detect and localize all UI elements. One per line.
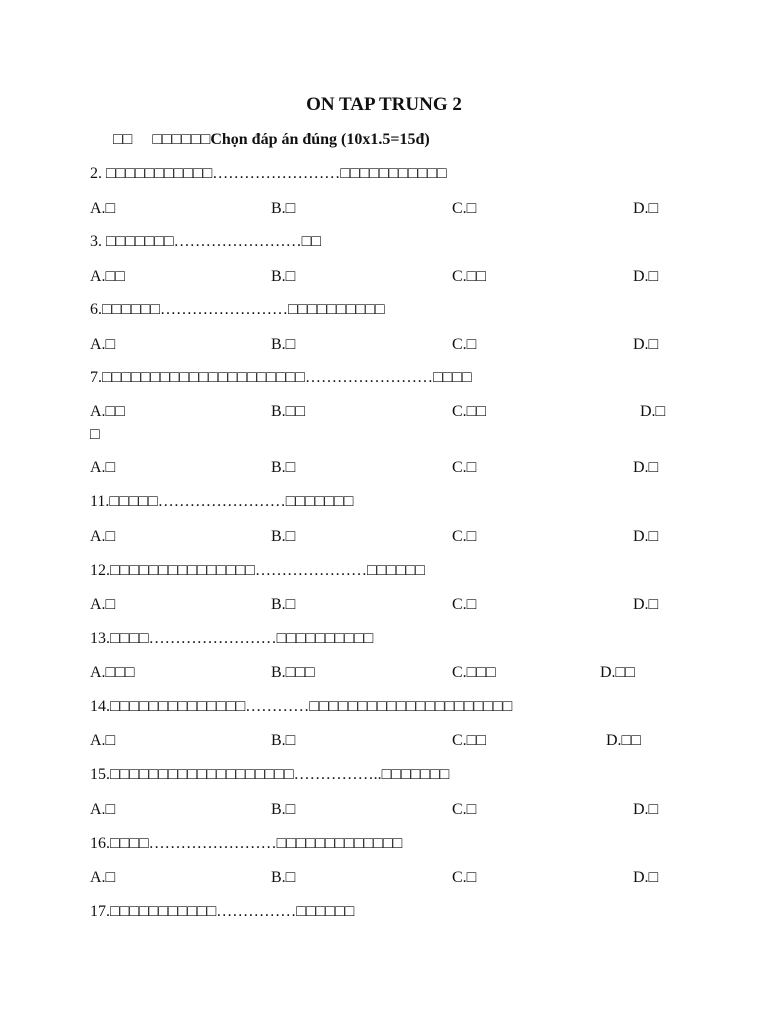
- option-b: B.□: [271, 869, 296, 886]
- question-3: 3. □□□□□□□……………………□□: [90, 233, 321, 250]
- option-a: A.□: [90, 801, 116, 818]
- section-label: □□: [113, 131, 133, 148]
- option-c: C.□: [452, 528, 477, 545]
- option-d: D.□: [633, 596, 659, 613]
- option-c: C.□: [452, 459, 477, 476]
- option-d: D.□□: [600, 664, 635, 681]
- option-b: B.□: [271, 732, 296, 749]
- question-6: 6.□□□□□□……………………□□□□□□□□□□: [90, 301, 385, 318]
- section-heading: [113, 131, 430, 149]
- option-b: B.□: [271, 200, 296, 217]
- option-a: A.□: [90, 596, 116, 613]
- option-c: C.□: [452, 336, 477, 353]
- section-instruction: Chọn đáp án đúng (10x1.5=15đ): [210, 131, 430, 148]
- option-d-wrap: □: [90, 426, 100, 443]
- option-d: D.□: [633, 268, 659, 285]
- option-d: D.□: [633, 200, 659, 217]
- option-b: B.□: [271, 801, 296, 818]
- section-prompt: □□□□□□: [152, 131, 211, 148]
- option-a: A.□□□: [90, 664, 135, 681]
- option-a: A.□□: [90, 403, 125, 420]
- option-d: D.□: [633, 336, 659, 353]
- option-d: D.□: [633, 801, 659, 818]
- option-c: C.□: [452, 801, 477, 818]
- question-15: 15.□□□□□□□□□□□□□□□□□□□……………..□□□□□□□: [90, 766, 450, 783]
- question-11: 11.□□□□□……………………□□□□□□□: [90, 493, 354, 510]
- question-16: 16.□□□□……………………□□□□□□□□□□□□□: [90, 835, 403, 852]
- option-a: A.□: [90, 459, 116, 476]
- page-title: ON TAP TRUNG 2: [306, 94, 462, 115]
- option-a: A.□: [90, 336, 116, 353]
- question-17: 17.□□□□□□□□□□□……………□□□□□□: [90, 903, 355, 920]
- option-c: C.□□□: [452, 664, 496, 681]
- question-13: 13.□□□□……………………□□□□□□□□□□: [90, 630, 374, 647]
- option-b: B.□□□: [271, 664, 315, 681]
- option-c: C.□: [452, 869, 477, 886]
- option-a: A.□: [90, 200, 116, 217]
- option-c: C.□□: [452, 268, 486, 285]
- option-b: B.□□: [271, 403, 305, 420]
- option-b: B.□: [271, 459, 296, 476]
- option-b: B.□: [271, 596, 296, 613]
- option-d: D.□: [640, 403, 666, 420]
- option-c: C.□□: [452, 403, 486, 420]
- option-a: A.□: [90, 732, 116, 749]
- option-a: A.□□: [90, 268, 125, 285]
- option-d: D.□: [633, 528, 659, 545]
- question-2: 2. □□□□□□□□□□□……………………□□□□□□□□□□□: [90, 165, 447, 182]
- option-c: C.□□: [452, 732, 486, 749]
- option-d: D.□□: [606, 732, 641, 749]
- option-a: A.□: [90, 869, 116, 886]
- question-14: 14.□□□□□□□□□□□□□□…………□□□□□□□□□□□□□□□□□□□□□: [90, 698, 513, 715]
- option-a: A.□: [90, 528, 116, 545]
- option-b: B.□: [271, 336, 296, 353]
- option-b: B.□: [271, 268, 296, 285]
- option-d: D.□: [633, 869, 659, 886]
- option-d: D.□: [633, 459, 659, 476]
- question-12: 12.□□□□□□□□□□□□□□□…………………□□□□□□: [90, 562, 425, 579]
- option-c: C.□: [452, 596, 477, 613]
- option-c: C.□: [452, 200, 477, 217]
- question-7: 7.□□□□□□□□□□□□□□□□□□□□□……………………□□□□: [90, 369, 472, 386]
- option-b: B.□: [271, 528, 296, 545]
